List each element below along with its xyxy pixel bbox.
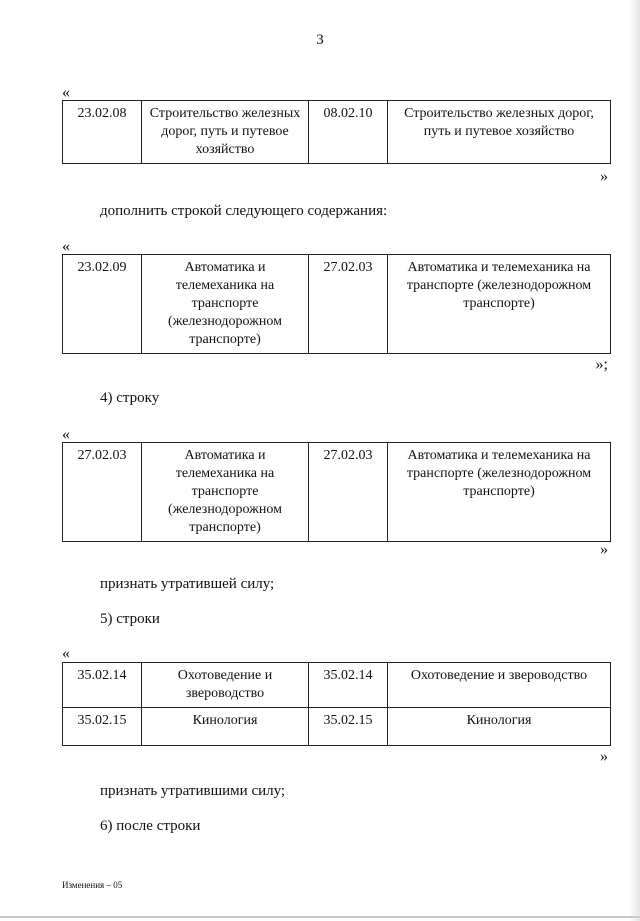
- old-code-cell: 23.02.09: [63, 255, 142, 354]
- paragraph-item-4: 4) строку: [100, 390, 160, 406]
- new-code-cell: 35.02.15: [309, 708, 388, 746]
- old-code-cell: 35.02.15: [63, 708, 142, 746]
- table-railway-construction: [62, 100, 611, 164]
- paragraph-add-row: дополнить строкой следующего содержания:: [100, 203, 388, 219]
- closing-quote: »: [600, 541, 608, 558]
- table-hunting-cynology: [62, 662, 611, 746]
- opening-quote: «: [62, 426, 70, 443]
- new-code-cell: 27.02.03: [309, 443, 388, 542]
- footer-note: Изменения – 05: [62, 880, 123, 890]
- new-name-cell: Охотоведение и звероводство: [388, 663, 611, 708]
- paragraph-item-5: 5) строки: [100, 611, 160, 627]
- table-row: [63, 708, 611, 746]
- closing-quote: »: [600, 168, 608, 185]
- paragraph-invalid-many: признать утратившими силу;: [100, 783, 286, 799]
- scan-edge-shadow: [628, 0, 640, 921]
- new-name-cell: Строительство железных дорог, путь и путевое хозяйство: [388, 101, 611, 164]
- new-code-cell: 27.02.03: [309, 255, 388, 354]
- page-number: 3: [316, 32, 324, 48]
- table-row: [63, 255, 611, 354]
- closing-quote: »;: [595, 356, 608, 373]
- new-name-cell: Кинология: [388, 708, 611, 746]
- old-name-cell: Охотоведение и звероводство: [142, 663, 309, 708]
- old-code-cell: 35.02.14: [63, 663, 142, 708]
- closing-quote: »: [600, 748, 608, 765]
- table-row: [63, 101, 611, 164]
- table-automation-old: [62, 442, 611, 542]
- new-name-cell: Автоматика и телемеханика на транспорте (железнодорожном транспорте): [388, 443, 611, 542]
- old-name-cell: Кинология: [142, 708, 309, 746]
- scan-bottom-edge: [0, 916, 640, 918]
- old-name-cell: Автоматика и телемеханика на транспорте (железнодорожном транспорте): [142, 255, 309, 354]
- table-automation-new: [62, 254, 611, 354]
- paragraph-item-6: 6) после строки: [100, 818, 201, 834]
- paragraph-invalid-one: признать утратившей силу;: [100, 576, 275, 592]
- old-name-cell: Строительство железных дорог, путь и путевое хозяйство: [142, 101, 309, 164]
- opening-quote: «: [62, 84, 70, 101]
- new-name-cell: Автоматика и телемеханика на транспорте (железнодорожном транспорте): [388, 255, 611, 354]
- opening-quote: «: [62, 645, 70, 662]
- new-code-cell: 08.02.10: [309, 101, 388, 164]
- opening-quote: «: [62, 238, 70, 255]
- table-row: [63, 443, 611, 542]
- table-row: [63, 663, 611, 708]
- old-code-cell: 27.02.03: [63, 443, 142, 542]
- old-code-cell: 23.02.08: [63, 101, 142, 164]
- new-code-cell: 35.02.14: [309, 663, 388, 708]
- old-name-cell: Автоматика и телемеханика на транспорте (железнодорожном транспорте): [142, 443, 309, 542]
